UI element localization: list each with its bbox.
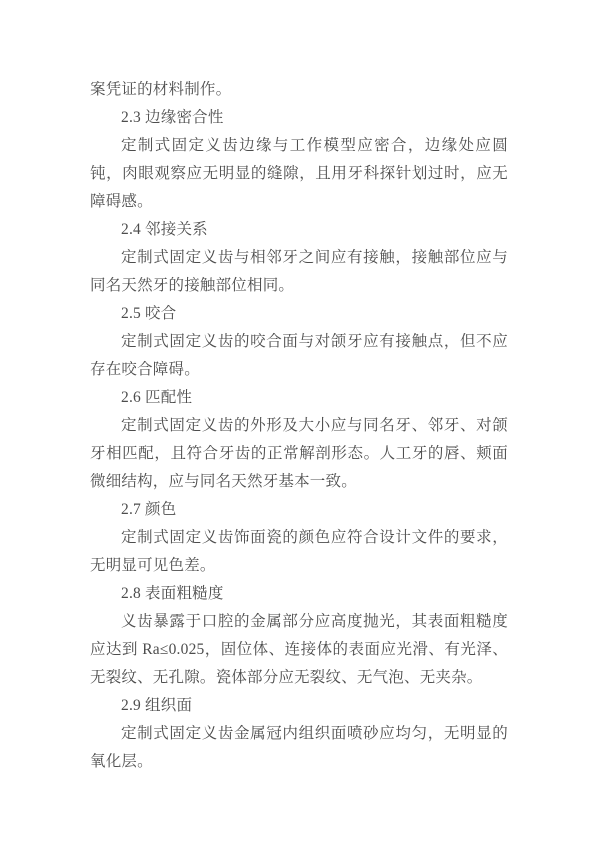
paragraph-margin-fit: 定制式固定义齿边缘与工作模型应密合，边缘处应圆钝，肉眼观察应无明显的缝隙，且用牙科探针划过时，应无障碍感。 <box>90 137 508 210</box>
heading-2-6-matching: 2.6 匹配性 <box>121 389 193 406</box>
heading-2-8-roughness: 2.8 表面粗糙度 <box>121 585 224 602</box>
paragraph-roughness: 义齿暴露于口腔的金属部分应高度抛光，其表面粗糙度应达到 Ra≤0.025，固位体、连接体的表面应光滑、有光泽、无裂纹、无孔隙。瓷体部分应无裂纹、无气泡、无夹杂。 <box>90 613 508 686</box>
paragraph-occlusion: 定制式固定义齿的咬合面与对颌牙应有接触点，但不应存在咬合障碍。 <box>90 333 508 378</box>
paragraph-proximal: 定制式固定义齿与相邻牙之间应有接触，接触部位应与同名天然牙的接触部位相同。 <box>90 249 508 294</box>
paragraph-color: 定制式固定义齿饰面瓷的颜色应符合设计文件的要求，无明显可见色差。 <box>90 529 508 574</box>
heading-2-5-occlusion: 2.5 咬合 <box>121 305 177 322</box>
heading-2-7-color: 2.7 颜色 <box>121 501 177 518</box>
paragraph-tissue-surface: 定制式固定义齿金属冠内组织面喷砂应均匀，无明显的氧化层。 <box>90 725 508 770</box>
paragraph-continuation: 案凭证的材料制作。 <box>90 81 232 98</box>
document-body <box>90 76 508 776</box>
heading-2-4-proximal: 2.4 邻接关系 <box>121 221 208 238</box>
heading-2-9-tissue-surface: 2.9 组织面 <box>121 697 193 714</box>
heading-2-3-margin-fit: 2.3 边缘密合性 <box>121 109 224 126</box>
paragraph-matching: 定制式固定义齿的外形及大小应与同名牙、邻牙、对颌牙相匹配，且符合牙齿的正常解剖形态。人工牙的唇、颊面微细结构，应与同名天然牙基本一致。 <box>90 417 508 490</box>
